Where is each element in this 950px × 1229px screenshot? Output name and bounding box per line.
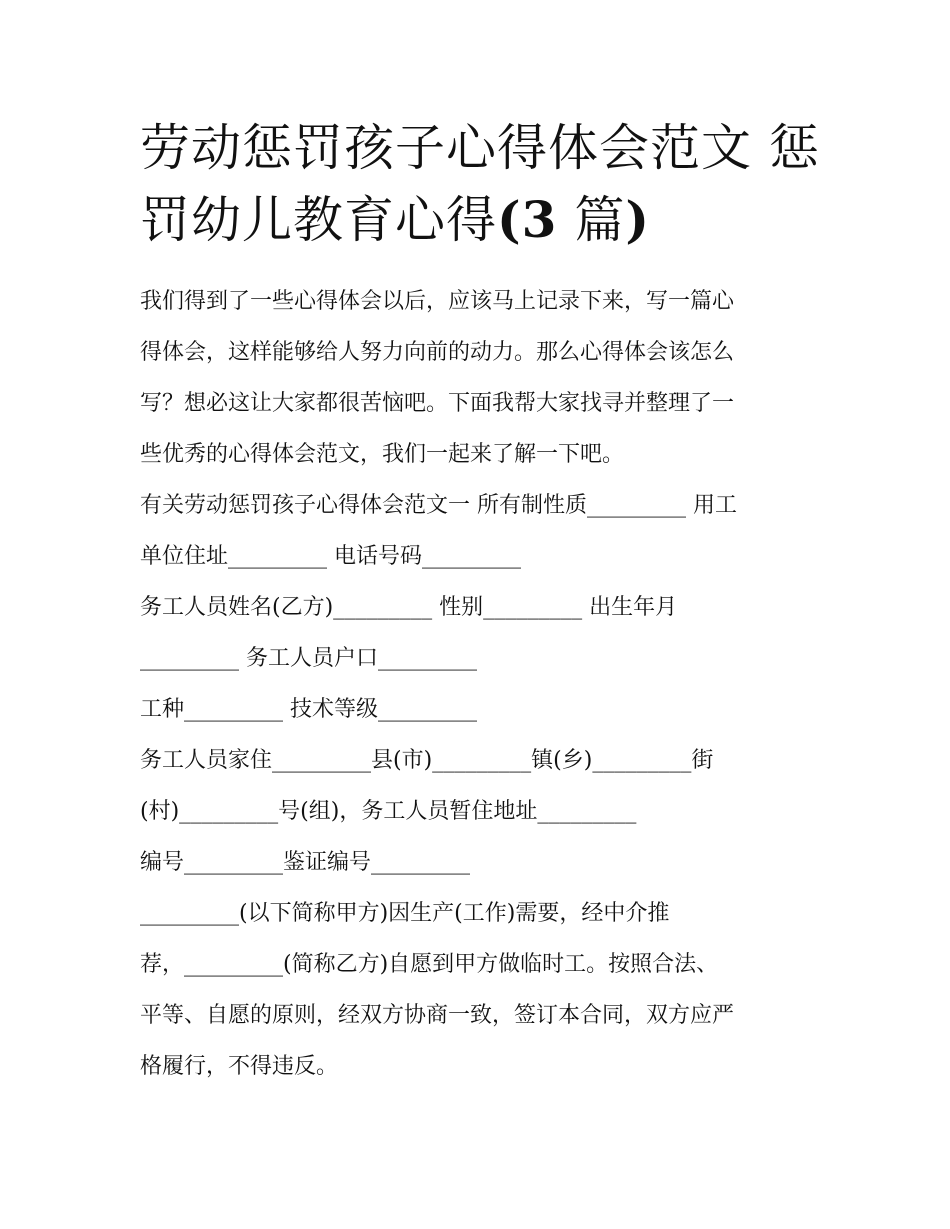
form-line-household: _________ 务工人员户口_________ [140,646,477,671]
form-line-id-numbers: 编号_________鉴证编号_________ [140,850,471,875]
contract-line: 格履行，不得违反。 [140,1054,339,1079]
intro-line: 得体会，这样能够给人努力向前的动力。那么心得体会该怎么 [140,340,735,365]
title-count-close: ) [625,190,651,249]
form-line-address-phone: 单位住址_________ 电话号码_________ [140,544,521,569]
form-line-ownership: 有关劳动惩罚孩子心得体会范文一 所有制性质_________ 用工 [140,493,737,518]
intro-paragraph [140,276,820,480]
intro-line: 写？想必这让大家都很苦恼吧。下面我帮大家找寻并整理了一 [140,391,735,416]
title-count-open: (3 [497,190,558,249]
intro-line: 我们得到了一些心得体会以后，应该马上记录下来，写一篇心 [140,289,735,314]
contract-line: 荐，_________(简称乙方)自愿到甲方做临时工。按照合法、 [140,952,719,977]
form-line-temp-address: (村)_________号(组)，务工人员暂住地址_________ [140,799,637,824]
form-line-name-gender: 务工人员姓名(乙方)_________ 性别_________ 出生年月 [140,595,678,620]
form-line-home-address: 务工人员家住_________县(市)_________镇(乡)_________街 [140,748,714,773]
title-text-main: 劳动惩罚孩子心得体会范文 惩罚幼儿教育心得 [140,119,820,249]
contract-form [140,480,820,1092]
document-title [140,112,820,256]
intro-line: 些优秀的心得体会范文，我们一起来了解一下吧。 [140,442,625,467]
form-line-job-level: 工种_________ 技术等级_________ [140,697,477,722]
title-count-unit: 篇 [574,191,626,249]
contract-line: _________(以下简称甲方)因生产(工作)需要，经中介推 [140,901,670,926]
document-body [140,276,820,1092]
contract-line: 平等、自愿的原则，经双方协商一致，签订本合同，双方应严 [140,1003,735,1028]
